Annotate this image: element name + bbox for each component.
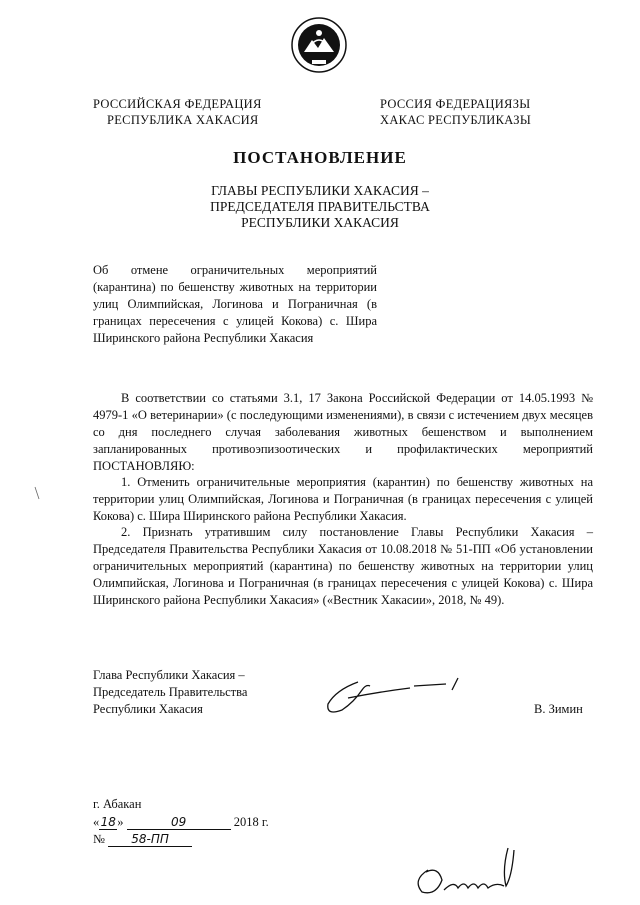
document-title: ПОСТАНОВЛЕНИЕ — [233, 148, 407, 167]
header-left-line: РОССИЙСКАЯ ФЕДЕРАЦИЯ — [93, 97, 262, 111]
subtitle-line: РЕСПУБЛИКИ ХАКАСИЯ — [241, 215, 399, 230]
signatory-position — [93, 667, 247, 718]
header-left-line: РЕСПУБЛИКА ХАКАСИЯ — [107, 113, 259, 127]
subtitle-line: ГЛАВЫ РЕСПУБЛИКИ ХАКАСИЯ – — [211, 183, 429, 198]
issue-place: г. Абакан — [93, 797, 142, 811]
body-paragraph-item-2: 2. Признать утратившим силу постановление Главы Республики Хакасия – Председателя Правительства Республики Хакасия от 10.08.2018 № 51-ПП «Об установлении ограничительных мероприятий (карантина) по бешенству животных на территории улиц Олимпийская, Логинова и Пограничная (в границах пересечения с улицей Кокова) с. Шира Ширинского района Республики Хакасия» («Вестник Хакасии», 2018, № 49). — [93, 525, 593, 607]
header-right — [380, 96, 550, 128]
number-label: № — [93, 832, 105, 846]
signatory-name: В. Зимин — [534, 702, 583, 716]
date-month: 09 — [127, 815, 231, 830]
body-paragraph-preamble: В соответствии со статьями 3.1, 17 Закона Российской Федерации от 14.05.1993 № 4979-1 «О ветеринарии» (с последующими изменениями), в связи с истечением двух месяцев со дня последнего случая заболевания животных бешенством и выполнением запланированных противоэпизоотических и профилактических мероприятий ПОСТАНОВЛЯЮ: — [93, 391, 593, 473]
date-day: 18 — [100, 815, 116, 829]
handwritten-signature — [318, 672, 468, 722]
signatory-position-line: Председатель Правительства — [93, 685, 248, 699]
header-right-line: ХАКАС РЕСПУБЛИКАЗЫ — [380, 113, 532, 127]
date-close-quote: » — [117, 815, 124, 829]
handwritten-initials — [408, 840, 528, 902]
document-number — [93, 832, 192, 847]
date-open-quote: « — [93, 815, 100, 829]
signatory-position-line: Глава Республики Хакасия – — [93, 668, 245, 682]
body-paragraph-item-1: 1. Отменить ограничительные мероприятия (карантин) по бешенству животных на территории улиц Олимпийская, Логинова и Пограничная (в границах пересечения с улицей Кокова) с. Шира Ширинского района Республики Хакасия. — [93, 475, 593, 523]
document-subtitle — [0, 183, 640, 231]
header-left — [93, 96, 293, 128]
number-value: 58-ПП — [108, 832, 192, 847]
scan-artifact-mark — [34, 486, 40, 500]
date-year: 2018 г. — [233, 815, 269, 829]
subtitle-line: ПРЕДСЕДАТЕЛЯ ПРАВИТЕЛЬСТВА — [210, 199, 430, 214]
issue-date — [93, 815, 269, 830]
coat-of-arms-emblem — [290, 16, 348, 74]
signatory-position-line: Республики Хакасия — [93, 702, 203, 716]
document-subject: Об отмене ограничительных мероприятий (карантина) по бешенству животных на территории улиц Олимпийская, Логинова и Пограничная (в границах пересечения с улицей Кокова) с. Шира Ширинского района Республики Хакасия — [93, 263, 377, 345]
header-right-line: РОССИЯ ФЕДЕРАЦИЯЗЫ — [380, 97, 531, 111]
